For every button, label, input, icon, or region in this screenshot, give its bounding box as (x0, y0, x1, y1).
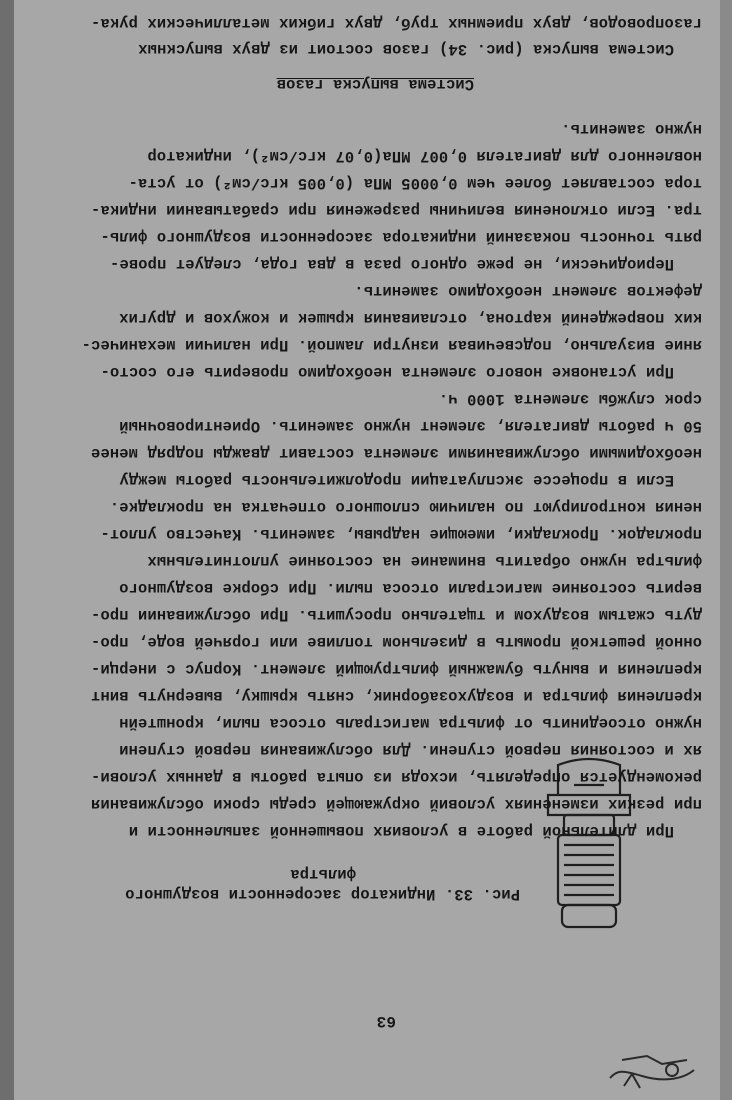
figure-caption-continued: фильтра (290, 865, 356, 883)
text-line: тра. Если отклонения величины разрежения при срабатывании индика- (90, 201, 702, 219)
text-line: рекомендуется определять, исходя из опыта работы в данных услови- (90, 768, 702, 786)
text-line: 50 ч работы двигателя, элемент нужно заменить. Ориентировочный (119, 417, 702, 435)
text-line: ких повреждений картона, отслаивания крышек и кожухов и других (119, 309, 702, 327)
text-line: рять точность показаний индикатора засоренности воздушного филь- (100, 228, 702, 246)
page-number: 63 (376, 1012, 396, 1030)
text-line: яние визуально, подсвечивая изнутри лампой. При наличии механичес- (81, 336, 702, 354)
text-line: при резких изменениях условий окружающей среды сроки обслуживания (90, 795, 702, 813)
text-line: крепления и вынуть бумажный фильтрующий элемент. Корпус с инерци- (90, 660, 702, 678)
text-line: дуть сжатым воздухом и тщательно просушить. При обслуживании про- (90, 606, 702, 624)
text-line: срок службы элемента 1000 ч. (438, 390, 702, 408)
text-line: прокладок. Прокладки, имеющие надрывы, заменить. Качество уплот- (100, 525, 702, 543)
text-line: газопроводов, двух приемных труб, двух гибких металлических рука- (90, 14, 702, 32)
text-line: крепления фильтра и воздухозаборник, снять крышку, вывернуть винт (90, 687, 702, 705)
page-edge-shadow (720, 0, 732, 1100)
text-line: новленного для двигателя 0,007 МПа(0,07 кгс/см²), индикатор (147, 147, 702, 165)
text-line: Система выпуска (рис. 34) газов состоит из двух выпускных (138, 40, 674, 58)
text-line: дефектов элемент необходимо заменить. (354, 282, 702, 300)
text-line: необходимыми обслуживаниями элемента составит дважды подряд менее (90, 444, 702, 462)
text-line: ях и состояния первой ступени. Для обслуживания первой ступени (119, 741, 702, 759)
figure-caption: Рис. 33. Индикатор засоренности воздушного (125, 885, 520, 903)
text-line: При установке нового элемента необходимо проверить его состо- (100, 363, 674, 381)
section-heading: Система выпуска газов (276, 75, 474, 93)
text-line: Периодически, не реже одного раза в два года, следует прове- (109, 255, 674, 273)
text-line: нужно заменить. (560, 120, 702, 138)
page-edge-dark (0, 0, 14, 1100)
text-line: нужно отсоединить от фильтра магистраль отсоса пыли, кронштейн (119, 714, 702, 732)
text-line: фильтра нужно обратить внимание на состояние уплотнительных (147, 552, 702, 570)
text-line: Если в процессе эксплуатации продолжительность работы между (119, 471, 674, 489)
ink-stamp-mark (602, 1040, 702, 1100)
text-line: тора составляет более чем 0,0005 МПа (0,005 кгс/см²) от уста- (128, 174, 702, 192)
text-line: верить состояние магистрали отсоса пыли. При сборке воздушного (119, 579, 702, 597)
text-line: нения контролируют по наличию сплошного отпечатка на прокладке. (109, 498, 702, 516)
text-line: При длительной работе в условиях повышенной запыленности и (128, 822, 674, 840)
text-line: онной решеткой промыть в дизельном топливе или горячей воде, про- (90, 633, 702, 651)
